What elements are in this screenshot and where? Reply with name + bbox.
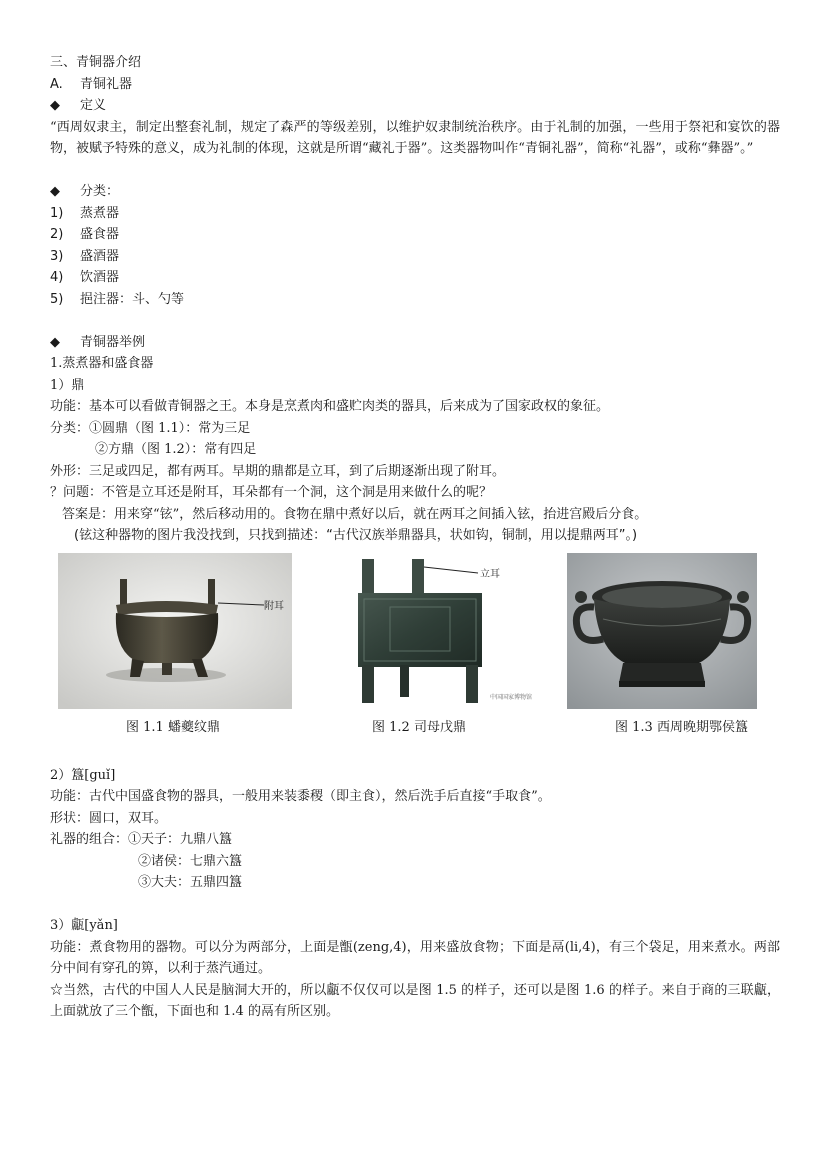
list-item: [50, 246, 780, 268]
list-number: 2): [50, 227, 64, 242]
list-item: [50, 203, 780, 225]
list-text: 盛食器: [80, 227, 120, 242]
figure-caption: 图 1.1 蟠夔纹鼎: [126, 719, 220, 735]
gui-function: 功能：古代中国盛食物的器具，一般用来装黍稷（即主食），然后洗手后直接“手取食”。: [50, 789, 551, 804]
gui-combo-1: 礼器的组合：①天子：九鼎八簋: [50, 832, 233, 847]
ding-class-2: ②方鼎（图 1.2）：常有四足: [95, 442, 257, 457]
ding-function: 功能：基本可以看做青铜器之王。本身是烹煮肉和盛贮肉类的器具，后来成为了国家政权的象征。: [50, 399, 610, 414]
subsection-title: 青铜礼器: [80, 76, 133, 92]
subsection-a: [50, 74, 780, 96]
ding-bronze-image: [58, 553, 292, 709]
diamond-bullet-icon: ◆: [50, 184, 60, 199]
gui-vessel-image: [567, 553, 757, 709]
subsection-marker: A.: [50, 76, 63, 92]
ding-title: 1）鼎: [50, 377, 85, 393]
list-number: 5): [50, 291, 64, 307]
list-number: 3): [50, 248, 64, 264]
yan-title: 3）甗[yǎn]: [50, 918, 118, 933]
classification-label: 分类：: [80, 184, 120, 199]
list-text: 饮酒器: [80, 270, 120, 285]
figure-1-1: [58, 553, 292, 735]
ding-shape: 外形：三足或四足，都有两耳。早期的鼎都是立耳，到了后期逐渐出现了附耳。: [50, 463, 506, 479]
ding-answer: 答案是：用来穿“铉”，然后移动用的。食物在鼎中煮好以后，就在两耳之间插入铉，抬进宫殿后分食。: [62, 506, 648, 522]
figure-annotation: 立耳: [480, 568, 500, 580]
document-page: [50, 52, 780, 1023]
list-number: 1): [50, 205, 64, 221]
section-heading: 三、青铜器介绍: [50, 55, 142, 70]
classification-heading: [50, 181, 780, 203]
list-text: 蒸煮器: [80, 205, 120, 221]
examples-label: 青铜器举例: [80, 334, 146, 350]
square-ding-image: [350, 553, 536, 709]
figure-1-2: [350, 553, 536, 735]
gui-title: 2）簋[guǐ]: [50, 767, 116, 783]
list-number: 4): [50, 270, 64, 285]
definition-label: 定义: [80, 98, 107, 113]
list-text: 盛酒器: [80, 248, 120, 264]
ding-question: ？问题：不管是立耳还是附耳，耳朵都有一个洞，这个洞是用来做什么的呢？: [50, 485, 493, 500]
list-item: [50, 267, 780, 289]
yan-note: ☆当然，古代的中国人人民是脑洞大开的，所以甗不仅仅可以是图 1.5 的样子，还可以是图 1.6 的样子。来自于商的三联甗，上面就放了三个甑，下面也和 1.4 的鬲有所区别。: [50, 982, 780, 1019]
definition-heading: [50, 95, 780, 117]
figure-caption: 图 1.2 司母戊鼎: [372, 719, 466, 735]
diamond-bullet-icon: ◆: [50, 98, 60, 113]
examples-heading: [50, 332, 780, 354]
figure-caption: 图 1.3 西周晚期鄂侯簋: [615, 719, 748, 735]
figure-1-3: [567, 553, 757, 735]
list-item: [50, 289, 780, 311]
gui-shape: 形状：圆口，双耳。: [50, 810, 168, 826]
gui-combo-2: ②诸侯：七鼎六簋: [138, 853, 243, 869]
diamond-bullet-icon: ◆: [50, 334, 60, 350]
museum-watermark: 中国国家博物馆: [490, 693, 533, 701]
list-item: [50, 224, 780, 246]
gui-combo-3: ③大夫：五鼎四簋: [138, 875, 243, 890]
list-text: 挹注器：斗、勺等: [80, 291, 185, 307]
figure-annotation: 附耳: [264, 600, 284, 612]
examples-section-title: 1.蒸煮器和盛食器: [50, 356, 154, 371]
figure-row: [50, 553, 780, 753]
ding-note: (铉这种器物的图片我没找到，只找到描述：“古代汉族举鼎器具，状如钩，铜制，用以提鼎两耳”。): [74, 528, 638, 543]
definition-quote: “西周奴隶主，制定出整套礼制，规定了森严的等级差别，以维护奴隶制统治秩序。由于礼制的加强，一些用于祭祀和宴饮的器物，被赋予特殊的意义，成为礼制的体现，这就是所谓“藏礼于器”。这类器物叫作“青铜礼器”，简称“礼器”，或称“彝器”。”: [50, 119, 780, 156]
ding-class-1: 分类：①圆鼎（图 1.1）：常为三足: [50, 420, 251, 436]
yan-function: 功能：煮食物用的器物。可以分为两部分，上面是甑(zeng,4)，用来盛放食物；下面是鬲(li,4)，有三个袋足，用来煮水。两部分中间有穿孔的箅，以利于蒸汽通过。: [50, 939, 780, 976]
